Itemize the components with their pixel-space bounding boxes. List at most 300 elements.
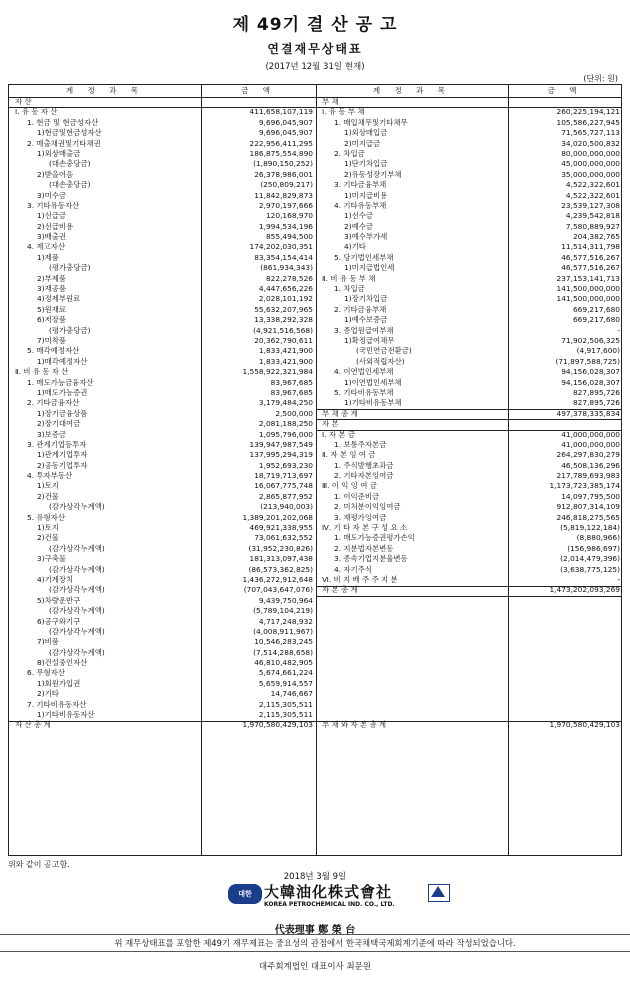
liability-equity-row (316, 242, 622, 252)
account-label: 자 본 총 계 (322, 585, 358, 595)
liability-equity-row (316, 139, 622, 149)
triangle-mark-icon (431, 886, 445, 897)
liability-equity-row (316, 585, 622, 595)
account-label: 1)회원가입권 (37, 678, 81, 688)
auditor-name: 대주회계법인 대표이사 최문원 (258, 962, 372, 972)
amount-value: (250,809,217) (260, 180, 313, 190)
account-label: 3. 기타유동자산 (27, 200, 80, 210)
liability-equity-row (316, 378, 622, 388)
amount-value: (213,940,003) (260, 502, 313, 512)
account-label: 4. 투자부동산 (27, 471, 73, 481)
right-header-amount: 금 액 (547, 86, 583, 95)
amount-value: 120,168,970 (265, 211, 313, 221)
asset-row (9, 139, 316, 149)
amount-value: 1,389,201,202,068 (242, 512, 313, 522)
amount-value: (7,514,288,658) (253, 647, 313, 657)
amount-value: (2,014,479,396) (560, 554, 620, 564)
asset-row (9, 596, 316, 606)
account-label: 7)미착품 (37, 335, 67, 345)
liability-equity-row (316, 554, 622, 564)
amount-value: 34,020,500,832 (561, 138, 620, 148)
asset-row (9, 668, 316, 678)
liability-equity-row (316, 627, 622, 637)
account-label: 1)매도가능증권 (37, 387, 88, 397)
account-label: 1)기타비유동자산 (37, 710, 95, 720)
account-label: 1)장기금융상품 (37, 408, 88, 418)
liability-equity-row (316, 658, 622, 668)
account-label: 2)기타 (37, 689, 59, 699)
page-title: 제 49기 결 산 공 고 (232, 15, 398, 35)
amount-value: 264,297,830,279 (556, 450, 620, 460)
amount-value: 139,947,987,549 (249, 439, 313, 449)
amount-value: 94,156,028,307 (561, 367, 620, 377)
amount-value: (4,008,911,967) (253, 626, 313, 636)
amount-value: (86,573,362,825) (248, 564, 313, 574)
statement-date: (2017년 12월 31일 현재) (265, 62, 365, 72)
account-label: 1)미지급법인세 (344, 263, 395, 273)
amount-value: 94,156,028,307 (561, 377, 620, 387)
account-label: 3. 관계기업등투자 (27, 439, 87, 449)
account-label: (감가상각누계액) (49, 543, 105, 553)
asset-row (9, 523, 316, 533)
amount-value: 20,362,790,611 (254, 335, 313, 345)
account-label: 1)외상매입금 (344, 128, 388, 138)
account-label: 4)기타 (344, 242, 366, 252)
amount-value: 237,153,141,713 (556, 273, 620, 283)
liability-equity-row (316, 336, 622, 346)
amount-value: 4,717,248,932 (258, 616, 313, 626)
account-label: 4. 기타유동부채 (334, 200, 387, 210)
liability-equity-row (316, 128, 622, 138)
amount-value: 4,522,322,601 (565, 180, 620, 190)
asset-row (9, 513, 316, 523)
footnote: 위와 같이 공고함. (8, 860, 70, 869)
account-label: 1)예수보증금 (344, 315, 388, 325)
account-label: 5. 기타비유동부채 (334, 387, 394, 397)
account-label: 3. 종업원급여부채 (334, 325, 394, 335)
liability-equity-row (316, 533, 622, 543)
liability-equity-row (316, 596, 622, 606)
asset-row (9, 118, 316, 128)
liability-equity-row (316, 461, 622, 471)
account-label: 2. 차입금 (334, 148, 365, 158)
amount-value: 71,565,727,113 (561, 128, 620, 138)
amount-value: 71,902,506,325 (561, 335, 620, 345)
amount-value: 260,225,194,121 (556, 107, 620, 117)
asset-row (9, 430, 316, 440)
amount-value: (4,921,516,568) (253, 325, 313, 335)
liability-equity-row (316, 388, 622, 398)
liability-equity-row (316, 409, 622, 419)
account-label: 2)받을어음 (37, 169, 74, 179)
divider (316, 107, 622, 108)
account-label: 2)유동성장기부채 (344, 169, 402, 179)
account-label: 2)미지급금 (344, 138, 381, 148)
account-label: (국민연금전환금) (356, 346, 412, 356)
amount-value: 11,514,311,798 (561, 242, 620, 252)
account-label: (사외적립자산) (356, 356, 405, 366)
liability-equity-row (316, 668, 622, 678)
account-label: Ⅰ. 유 동 부 채 (322, 107, 365, 117)
asset-row (9, 367, 316, 377)
amount-value: 45,000,000,000 (561, 159, 620, 169)
right-header-account: 계 정 과 목 (372, 86, 452, 95)
amount-value: 105,586,227,945 (556, 117, 620, 127)
amount-value: 186,875,554,890 (249, 148, 313, 158)
amount-value: 9,439,750,964 (258, 595, 313, 605)
liability-equity-row (316, 357, 622, 367)
amount-value: 55,632,207,965 (254, 304, 313, 314)
asset-row (9, 658, 316, 668)
liability-equity-row (316, 367, 622, 377)
account-label: 3. 기타금융부채 (334, 180, 387, 190)
asset-row (9, 336, 316, 346)
account-label: 1)이연법인세부채 (344, 377, 402, 387)
amount-value: 4,447,656,226 (258, 284, 313, 294)
account-label: 1)토지 (37, 523, 59, 533)
amount-value: 1,095,796,000 (258, 429, 313, 439)
amount-value: 4,239,542,818 (565, 211, 620, 221)
amount-value: 7,580,889,927 (565, 221, 620, 231)
amount-value: - (617, 325, 620, 335)
amount-value: 35,000,000,000 (561, 169, 620, 179)
amount-value: (8,880,966) (576, 533, 620, 543)
account-label: 1)관계기업투자 (37, 450, 88, 460)
account-label: Ⅱ. 비 유 동 부 채 (322, 273, 376, 283)
asset-row (9, 419, 316, 429)
amount-value: - (617, 574, 620, 584)
asset-row (9, 211, 316, 221)
amount-value: (156,986,697) (567, 543, 620, 553)
amount-value: 411,658,107,119 (249, 107, 313, 117)
account-label: 3)재공품 (37, 284, 67, 294)
account-label: 6)저장품 (37, 315, 67, 325)
liabilities-equity-column (316, 97, 622, 731)
account-label: 3)미수금 (37, 190, 67, 200)
amount-value: (5,819,122,184) (560, 523, 620, 533)
amount-value: 1,473,202,093,269 (549, 585, 620, 595)
account-label: 4)기계장치 (37, 574, 74, 584)
amount-value: 2,081,188,250 (258, 419, 313, 429)
asset-row (9, 679, 316, 689)
liability-equity-row (316, 315, 622, 325)
company-name-ko: 大韓油化株式會社 (264, 883, 393, 901)
asset-row (9, 440, 316, 450)
account-label: 2)선급비용 (37, 221, 74, 231)
asset-row (9, 284, 316, 294)
account-label: 4. 재고자산 (27, 242, 65, 252)
liability-equity-row (316, 450, 622, 460)
asset-row (9, 617, 316, 627)
company-name-en: KOREA PETROCHEMICAL IND. CO., LTD. (264, 901, 395, 908)
account-label: 3)예수부가세 (344, 232, 388, 242)
liability-equity-row (316, 617, 622, 627)
liability-equity-row (316, 107, 622, 117)
amount-value: (5,789,104,219) (253, 606, 313, 616)
account-label: 2. 기타금융자산 (27, 398, 80, 408)
asset-row (9, 492, 316, 502)
amount-value: 46,810,482,905 (254, 658, 313, 668)
amount-value: 11,842,829,873 (254, 190, 313, 200)
account-label: 7)비품 (37, 637, 59, 647)
asset-row (9, 565, 316, 575)
asset-row (9, 222, 316, 232)
amount-value: 5,659,914,557 (258, 678, 313, 688)
liability-equity-row (316, 689, 622, 699)
amount-value: 9,696,045,907 (258, 128, 313, 138)
account-label: 6. 무형자산 (27, 668, 65, 678)
asset-row (9, 627, 316, 637)
liability-equity-row (316, 180, 622, 190)
account-label: 1. 차입금 (334, 284, 365, 294)
liability-equity-row (316, 274, 622, 284)
amount-value: 73,061,632,552 (254, 533, 313, 543)
amount-value: 1,952,693,230 (258, 460, 313, 470)
liability-equity-row (316, 170, 622, 180)
account-label: 2. 기타자본잉여금 (334, 471, 394, 481)
account-label: 2. 지분법자본변동 (334, 543, 394, 553)
amount-value: 14,746,667 (270, 689, 313, 699)
liability-equity-row (316, 97, 622, 107)
account-label: 7. 기타비유동자산 (27, 699, 87, 709)
amount-value: (861,934,343) (260, 263, 313, 273)
liability-equity-row (316, 346, 622, 356)
amount-value: 41,000,000,000 (561, 439, 620, 449)
amount-value: 41,000,000,000 (561, 429, 620, 439)
account-label: 6)공구와기구 (37, 616, 81, 626)
account-label: 3. 종속기업지분율변동 (334, 554, 408, 564)
amount-value: 137,995,294,319 (249, 450, 313, 460)
account-label: (감가상각누계액) (49, 647, 105, 657)
account-label: 1. 보통주자본금 (334, 439, 387, 449)
asset-row (9, 242, 316, 252)
amount-value: 2,028,101,192 (258, 294, 313, 304)
sign-date: 2018년 3월 9일 (283, 872, 347, 882)
asset-row (9, 450, 316, 460)
amount-value: (31,952,230,826) (248, 543, 313, 553)
account-label: 자 본 (322, 419, 339, 429)
account-label: (평가충당금) (49, 325, 91, 335)
amount-value: 14,097,795,500 (561, 491, 620, 501)
liability-equity-row (316, 481, 622, 491)
account-label: 1)단기차입금 (344, 159, 388, 169)
liability-equity-row (316, 201, 622, 211)
account-label: 1)매각예정자산 (37, 356, 88, 366)
account-label: (감가상각누계액) (49, 502, 105, 512)
liability-equity-row (316, 513, 622, 523)
asset-row (9, 575, 316, 585)
asset-row (9, 274, 316, 284)
liability-equity-row (316, 492, 622, 502)
asset-row (9, 232, 316, 242)
amount-value: (3,638,775,125) (560, 564, 620, 574)
divider (316, 419, 622, 420)
amount-value: (707,043,647,076) (243, 585, 313, 595)
amount-value: (1,890,150,252) (253, 159, 313, 169)
amount-value: (4,917,600) (576, 346, 620, 356)
divider (316, 596, 622, 597)
divider (316, 409, 622, 410)
account-label: 부 채 (322, 97, 339, 106)
asset-row (9, 128, 316, 138)
assets-column (9, 97, 316, 731)
liability-equity-row (316, 700, 622, 710)
liability-equity-row (316, 637, 622, 647)
asset-row (9, 107, 316, 117)
account-label: Ⅱ. 비 유 동 자 산 (15, 367, 69, 377)
liability-equity-row (316, 648, 622, 658)
left-header-account: 계 정 과 목 (65, 86, 145, 95)
liability-equity-row (316, 565, 622, 575)
liability-equity-row (316, 398, 622, 408)
left-header-amount: 금 액 (241, 86, 276, 95)
account-label: 2. 미처분이익잉여금 (334, 502, 401, 512)
liability-equity-row (316, 149, 622, 159)
amount-value: 174,202,030,351 (249, 242, 313, 252)
divider (9, 721, 316, 722)
amount-value: 827,895,726 (572, 398, 620, 408)
amount-value: 669,217,680 (572, 315, 620, 325)
account-label: 2. 매출채권및기타채권 (27, 138, 101, 148)
account-label: (대손충당금) (49, 180, 91, 190)
account-label: 1)선급금 (37, 211, 67, 221)
account-label: 1. 매도가능증권평가손익 (334, 533, 415, 543)
account-label: 2)건물 (37, 533, 59, 543)
amount-value: 2,970,197,666 (258, 200, 313, 210)
account-label: Ⅰ. 유 동 자 산 (15, 107, 58, 117)
amount-value: 246,818,275,565 (556, 512, 620, 522)
amount-value: 1,173,723,385,174 (549, 481, 620, 491)
amount-value: 13,338,292,328 (254, 315, 313, 325)
amount-value: 18,719,713,697 (254, 471, 313, 481)
asset-row (9, 409, 316, 419)
amount-value: 1,558,922,321,984 (242, 367, 313, 377)
amount-value: 83,967,685 (270, 387, 313, 397)
audit-notice: 위 재무상태표를 포함한 제49기 재무제표는 중요성의 관점에서 한국채택국제회계기준에 따라 작성되었습니다. (0, 934, 630, 952)
liability-equity-row (316, 305, 622, 315)
account-label: 1)현금및현금성자산 (37, 128, 102, 138)
asset-row (9, 461, 316, 471)
account-label: 1)미지급비용 (344, 190, 388, 200)
account-label: 1. 이익준비금 (334, 491, 380, 501)
asset-row (9, 637, 316, 647)
amount-value: 822,278,526 (265, 273, 313, 283)
asset-row (9, 294, 316, 304)
account-label: 1)장기차입금 (344, 294, 388, 304)
account-label: 1. 주식발행초과금 (334, 460, 394, 470)
liability-equity-row (316, 523, 622, 533)
unit-label: (단위: 원) (583, 74, 618, 83)
liability-equity-row (316, 575, 622, 585)
balance-sheet-table (8, 84, 622, 856)
account-label: 4. 자기주식 (334, 564, 372, 574)
amount-value: 10,546,283,245 (254, 637, 313, 647)
liability-equity-row (316, 294, 622, 304)
divider (316, 430, 622, 431)
account-label: 8)건설중인자산 (37, 658, 88, 668)
amount-value: 1,833,421,900 (258, 356, 313, 366)
divider (316, 586, 622, 587)
asset-row (9, 585, 316, 595)
amount-value: 46,577,516,267 (561, 252, 620, 262)
account-label: Ⅱ. 자 본 잉 여 금 (322, 450, 376, 460)
account-label: 1. 매입채무및기타채무 (334, 117, 408, 127)
account-label: Ⅵ. 비 지 배 주 주 지 분 (322, 574, 398, 584)
amount-value: 3,179,484,250 (258, 398, 313, 408)
account-label: 5. 매각예정자산 (27, 346, 80, 356)
asset-row (9, 263, 316, 273)
amount-value: 1,970,580,429,103 (242, 720, 313, 730)
amount-value: 497,378,335,834 (556, 408, 620, 418)
account-label: 1)선수금 (344, 211, 374, 221)
account-label: 4)정제부원료 (37, 294, 81, 304)
company-logo: 대한 (228, 884, 262, 904)
amount-value: 4,522,322,601 (565, 190, 620, 200)
amount-value: 2,865,877,952 (258, 491, 313, 501)
liability-equity-row (316, 430, 622, 440)
asset-row (9, 700, 316, 710)
statement-title: 연결재무상태표 (267, 42, 363, 56)
account-label: 1. 현금 및 현금성자산 (27, 117, 99, 127)
liability-equity-row (316, 253, 622, 263)
account-label: 2)장기대여금 (37, 419, 81, 429)
asset-row (9, 710, 316, 720)
account-label: (감가상각누계액) (49, 564, 105, 574)
asset-row (9, 471, 316, 481)
liability-equity-row (316, 502, 622, 512)
liability-equity-row (316, 419, 622, 429)
account-label: 2)공동기업투자 (37, 460, 88, 470)
amount-value: 204,382,765 (572, 232, 620, 242)
liability-equity-row (316, 118, 622, 128)
asset-row (9, 544, 316, 554)
amount-value: 46,508,136,296 (561, 460, 620, 470)
amount-value: 469,921,338,955 (249, 523, 313, 533)
amount-value: 83,354,154,414 (254, 252, 313, 262)
amount-value: 46,577,516,267 (561, 263, 620, 273)
ceo-name: 代表理事 鄭 榮 台 (274, 925, 356, 936)
asset-row (9, 170, 316, 180)
liability-equity-row (316, 679, 622, 689)
account-label: 1)외상매출금 (37, 148, 81, 158)
asset-row (9, 315, 316, 325)
amount-value: 827,895,726 (572, 387, 620, 397)
asset-row (9, 149, 316, 159)
account-label: 3)배출권 (37, 232, 67, 242)
amount-value: 9,696,045,907 (258, 117, 313, 127)
amount-value: 222,956,411,295 (249, 138, 313, 148)
account-label: 1. 매도가능금융자산 (27, 377, 94, 387)
asset-row (9, 502, 316, 512)
amount-value: 5,674,661,224 (258, 668, 313, 678)
account-label: 부 채 총 계 (322, 408, 358, 418)
asset-row (9, 191, 316, 201)
amount-value: 26,378,986,001 (254, 169, 313, 179)
account-label: 2)예수금 (344, 221, 374, 231)
amount-value: 912,807,314,109 (556, 502, 620, 512)
account-label: (감가상각누계액) (49, 626, 105, 636)
account-label: 1)확정급여채무 (344, 335, 395, 345)
asset-row (9, 398, 316, 408)
liability-equity-row (316, 232, 622, 242)
account-label: 3)보증금 (37, 429, 67, 439)
liability-equity-row (316, 159, 622, 169)
asset-row (9, 305, 316, 315)
account-label: Ⅰ. 자 본 금 (322, 429, 355, 439)
account-label: 5)차량운반구 (37, 595, 81, 605)
liability-equity-row (316, 222, 622, 232)
amount-value: 669,217,680 (572, 304, 620, 314)
